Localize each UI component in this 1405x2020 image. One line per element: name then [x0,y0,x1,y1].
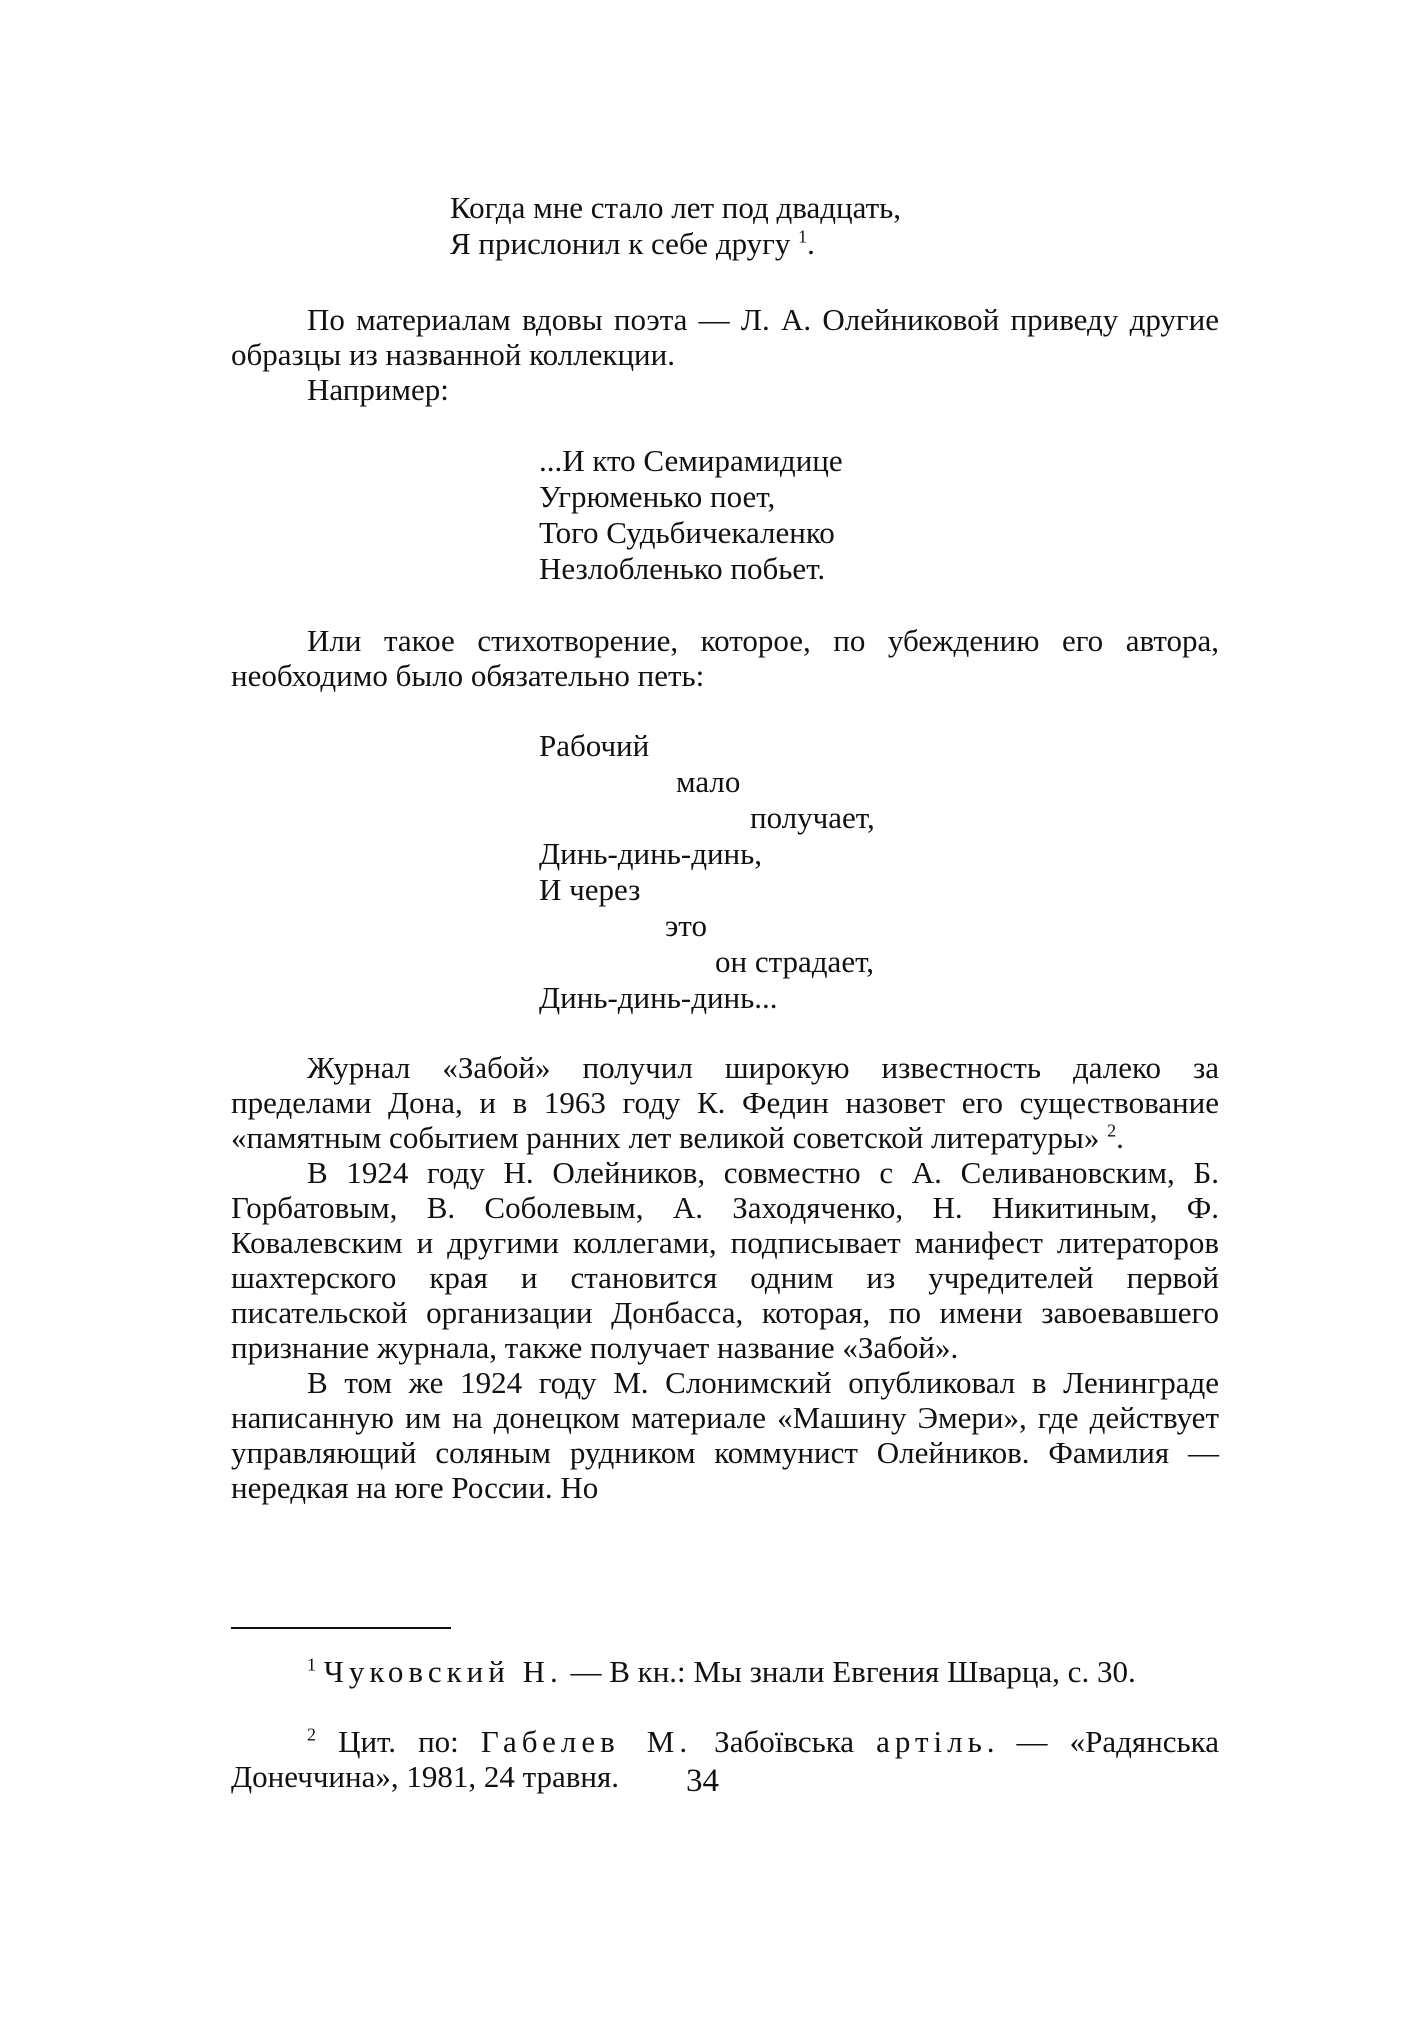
footnote-title: Забоївська [692,1724,877,1759]
footnote-text: — В кн.: Мы знали Евгения Шварца, с. 30. [562,1654,1136,1689]
poem-line: это [665,908,707,943]
poem-excerpt-2 [539,443,843,587]
poem-line: получает, [750,800,875,835]
footnote-text: . — «Радянська Донеччина», 1981, 24 травня. [231,1724,1219,1794]
footnote-divider [231,1627,451,1629]
footnote-prefix: Цит. по: [338,1724,481,1759]
paragraph-text: Например: [307,372,449,407]
footnote-author: Чуковский Н. [323,1654,563,1689]
paragraph-song [231,623,1219,693]
poem-line: Динь-динь-динь... [539,980,778,1015]
poem-line: Динь-динь-динь, [539,836,763,871]
poem-excerpt-3 [539,728,875,1016]
poem-line: И через [539,872,641,907]
poem-excerpt-1 [450,190,901,262]
footnote-ref: 1 [798,226,808,247]
poem-line: Угрюменько поет, [539,479,776,514]
paragraph-zaboi [231,1050,1219,1505]
footnote-author: Габелев М. [480,1724,693,1759]
poem-line: мало [676,764,741,799]
poem-line: Когда мне стало лет под двадцать, [450,190,901,225]
poem-line: Я прислонил к себе другу $^1$. [450,226,815,261]
paragraph-text: Журнал «Забой» получил широкую известность далеко за пределами Дона, и в 1963 году К. Федин назовет его существование «памятным событием ранних лет великой советской литературы» $^2$. [231,1050,1219,1155]
paragraph-text: По материалам вдовы поэта — Л. А. Олейниковой приведу другие образцы из названной коллекции. [231,302,1219,372]
poem-line: Рабочий [539,728,650,763]
paragraph-text: В том же 1924 году М. Слонимский опубликовал в Ленинграде написанную им на донецком материале «Машину Эмери», где действует управляющий соляным рудником коммунист Олейников. Фамилия — нередкая на юге России. Но [231,1365,1219,1505]
footnote-title: артіль [876,1724,987,1759]
paragraph-text: Или такое стихотворение, которое, по убеждению его автора, необходимо было обязательно петь: [231,623,1219,693]
footnote-ref: 2 [1107,1120,1117,1141]
paragraph-intro [231,302,1219,407]
poem-line: Незлобленько побьет. [539,551,826,586]
footnote-1 [231,1654,1219,1689]
poem-line: Того Судьбичекаленко [539,515,835,550]
poem-line: он страдает, [715,944,875,979]
footnote-number: 2 [307,1724,316,1745]
poem-line: ...И кто Семирамидице [539,443,843,478]
paragraph-text: В 1924 году Н. Олейников, совместно с А. Селивановским, Б. Горбатовым, В. Соболевым, А. Заходяченко, Н. Никитиным, Ф. Ковалевским и другими коллегами, подписывает манифест литераторов шахтерского края и становится одним из учредителей первой писательской организации Донбасса, которая, по имени завоевавшего признание журнала, также получает название «Забой». [231,1155,1219,1365]
page-number: 34 [686,1763,719,1799]
footnote-number: 1 [307,1654,316,1675]
